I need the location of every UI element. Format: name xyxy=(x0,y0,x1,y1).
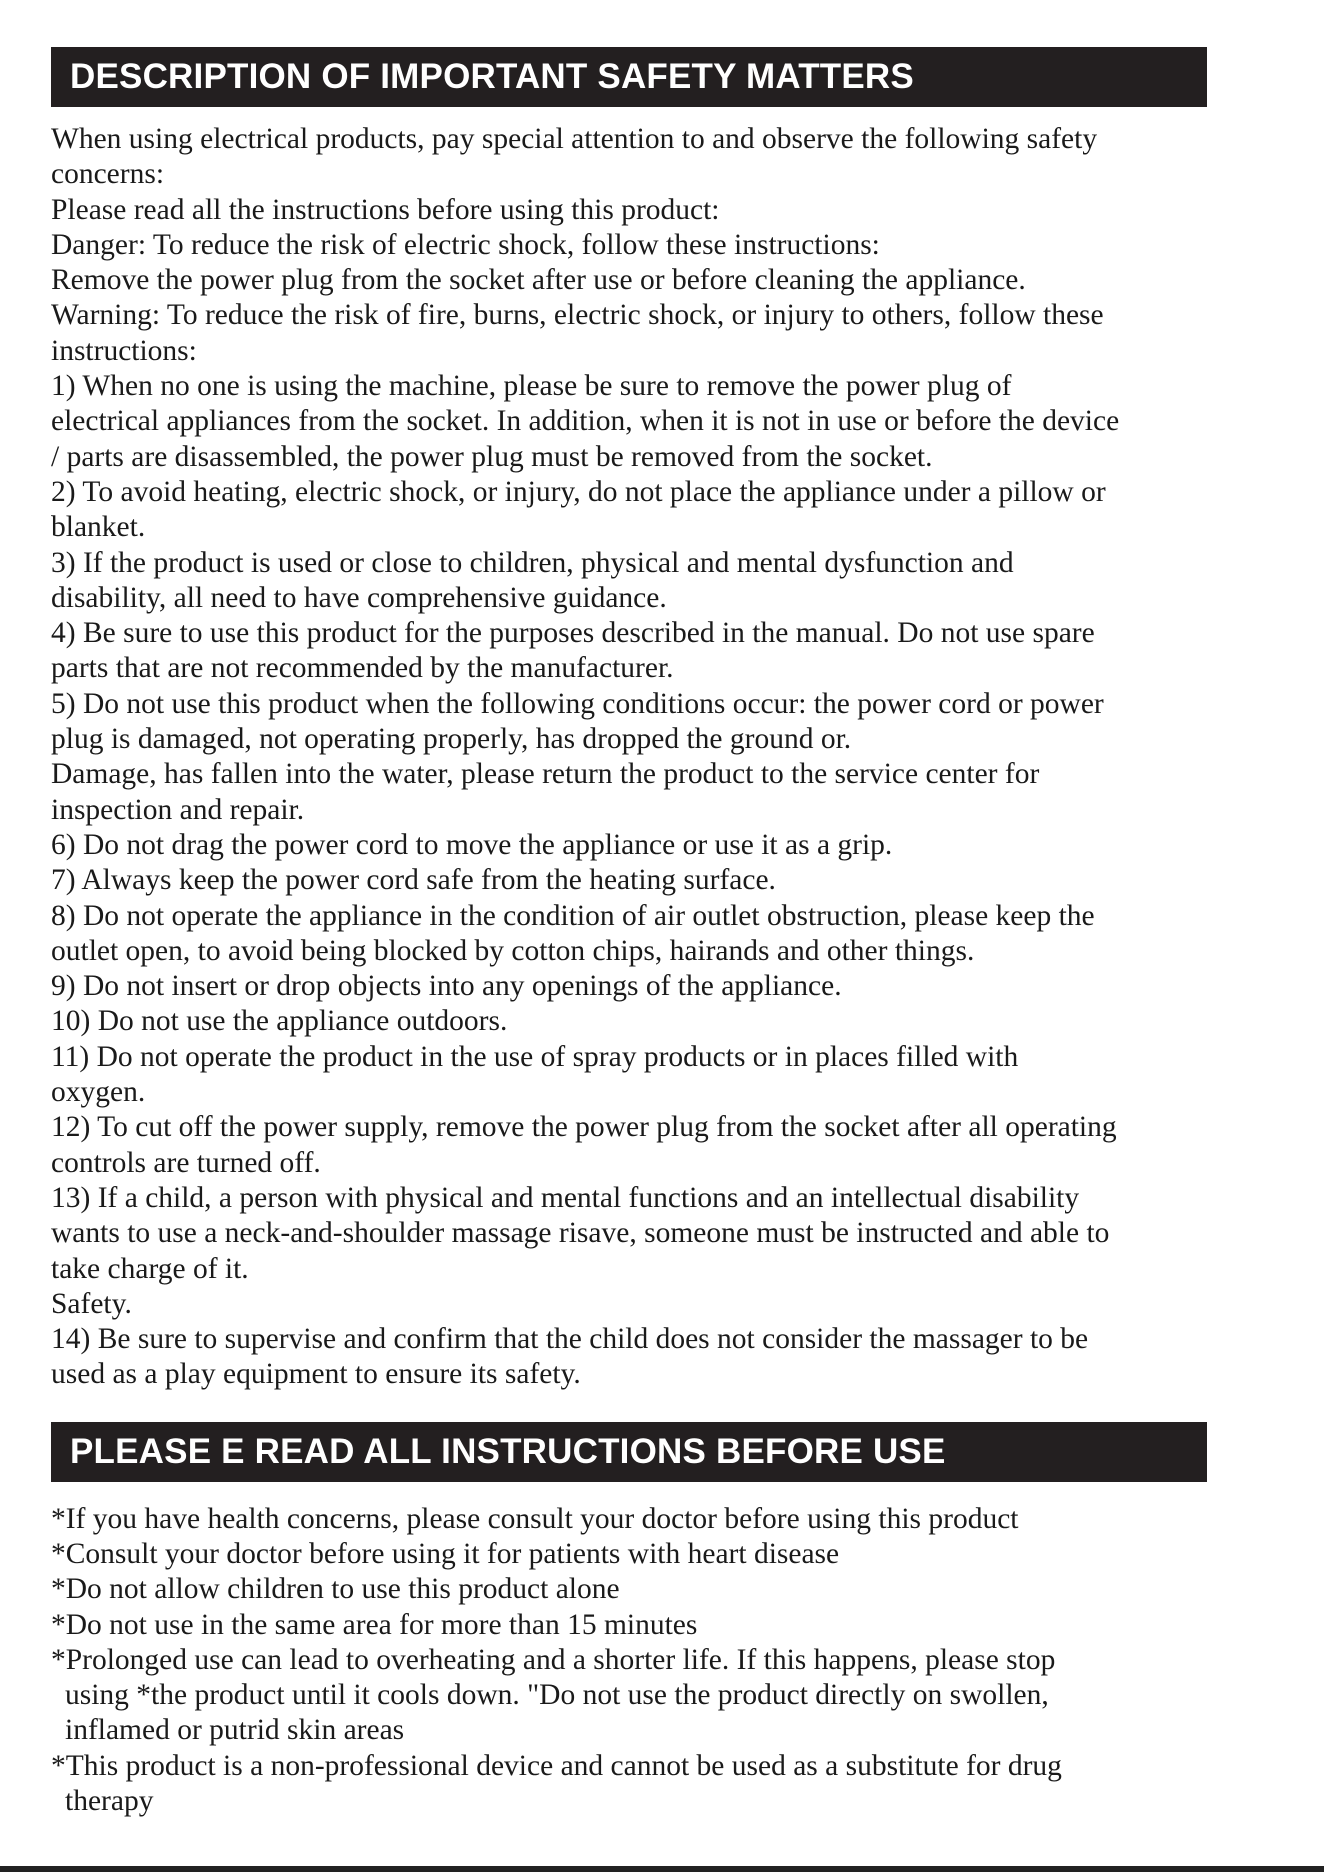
text-line: parts that are not recommended by the manufacturer. xyxy=(51,652,674,685)
text-line: used as a play equipment to ensure its safety. xyxy=(51,1358,581,1391)
text-line: 13) If a child, a person with physical and mental functions and an intellectual disability xyxy=(51,1181,1080,1214)
text-line: 9) Do not insert or drop objects into any openings of the appliance. xyxy=(51,970,842,1003)
bullet-item: *Prolonged use can lead to overheating and a shorter life. If this happens, please stop xyxy=(51,1643,1056,1676)
text-line: electrical appliances from the socket. In addition, when it is not in use or before the device xyxy=(51,405,1120,438)
bullet-continuation-line: inflamed or putrid skin areas xyxy=(65,1714,405,1747)
text-line: oxygen. xyxy=(51,1076,146,1109)
text-line: 2) To avoid heating, electric shock, or injury, do not place the appliance under a pillow or xyxy=(51,475,1106,508)
safety-manual-page xyxy=(51,47,1207,1819)
text-line: 8) Do not operate the appliance in the condition of air outlet obstruction, please keep the xyxy=(51,899,1095,932)
bullet-item: *Consult your doctor before using it for patients with heart disease xyxy=(51,1537,840,1570)
bottom-divider xyxy=(0,1866,1324,1872)
text-line: Safety. xyxy=(51,1287,132,1320)
text-line: 12) To cut off the power supply, remove the power plug from the socket after all operating xyxy=(51,1111,1117,1144)
text-line: / parts are disassembled, the power plug must be removed from the socket. xyxy=(51,440,933,473)
instructions-bullet-list xyxy=(51,1502,1207,1820)
text-line: disability, all need to have comprehensive guidance. xyxy=(51,581,667,614)
text-line: 10) Do not use the appliance outdoors. xyxy=(51,1005,508,1038)
text-line: Warning: To reduce the risk of fire, burns, electric shock, or injury to others, follow these xyxy=(51,299,1104,332)
text-line: inspection and repair. xyxy=(51,793,305,826)
text-line: instructions: xyxy=(51,334,197,367)
bullet-continuation-line: using *the product until it cools down. "Do not use the product directly on swollen, xyxy=(65,1679,1049,1712)
text-line: Danger: To reduce the risk of electric shock, follow these instructions: xyxy=(51,228,880,261)
text-line: Remove the power plug from the socket after use or before cleaning the appliance. xyxy=(51,264,1026,297)
bullet-item: *Do not use in the same area for more than 15 minutes xyxy=(51,1608,698,1641)
bullet-item: *Do not allow children to use this product alone xyxy=(51,1573,620,1606)
text-line: 4) Be sure to use this product for the purposes described in the manual. Do not use spare xyxy=(51,617,1095,650)
bullet-item: *This product is a non-professional device and cannot be used as a substitute for drug xyxy=(51,1749,1062,1782)
section-heading-read-instructions: PLEASE E READ ALL INSTRUCTIONS BEFORE USE xyxy=(51,1422,1207,1482)
text-line: 5) Do not use this product when the following conditions occur: the power cord or power xyxy=(51,687,1104,720)
text-line: concerns: xyxy=(51,158,165,191)
text-line: 1) When no one is using the machine, please be sure to remove the power plug of xyxy=(51,370,1012,403)
section-heading-safety-matters: DESCRIPTION OF IMPORTANT SAFETY MATTERS xyxy=(51,47,1207,107)
text-line: take charge of it. xyxy=(51,1252,249,1285)
safety-matters-text xyxy=(51,122,1207,1393)
text-line: wants to use a neck-and-shoulder massage risave, someone must be instructed and able to xyxy=(51,1217,1110,1250)
bullet-item: *If you have health concerns, please consult your doctor before using this product xyxy=(51,1502,1019,1535)
text-line: 11) Do not operate the product in the use of spray products or in places filled with xyxy=(51,1040,1019,1073)
text-line: outlet open, to avoid being blocked by cotton chips, hairands and other things. xyxy=(51,934,975,967)
text-line: When using electrical products, pay special attention to and observe the following safety xyxy=(51,123,1098,155)
text-line: 6) Do not drag the power cord to move the appliance or use it as a grip. xyxy=(51,828,893,861)
text-line: Damage, has fallen into the water, please return the product to the service center for xyxy=(51,758,1040,791)
text-line: 3) If the product is used or close to children, physical and mental dysfunction and xyxy=(51,546,1014,579)
text-line: blanket. xyxy=(51,511,146,544)
text-line: Please read all the instructions before using this product: xyxy=(51,193,720,226)
text-line: 14) Be sure to supervise and confirm that the child does not consider the massager to be xyxy=(51,1323,1089,1356)
text-line: plug is damaged, not operating properly, has dropped the ground or. xyxy=(51,723,852,756)
bullet-continuation-line: therapy xyxy=(65,1785,154,1818)
text-line: controls are turned off. xyxy=(51,1146,321,1179)
text-line: 7) Always keep the power cord safe from the heating surface. xyxy=(51,864,776,897)
